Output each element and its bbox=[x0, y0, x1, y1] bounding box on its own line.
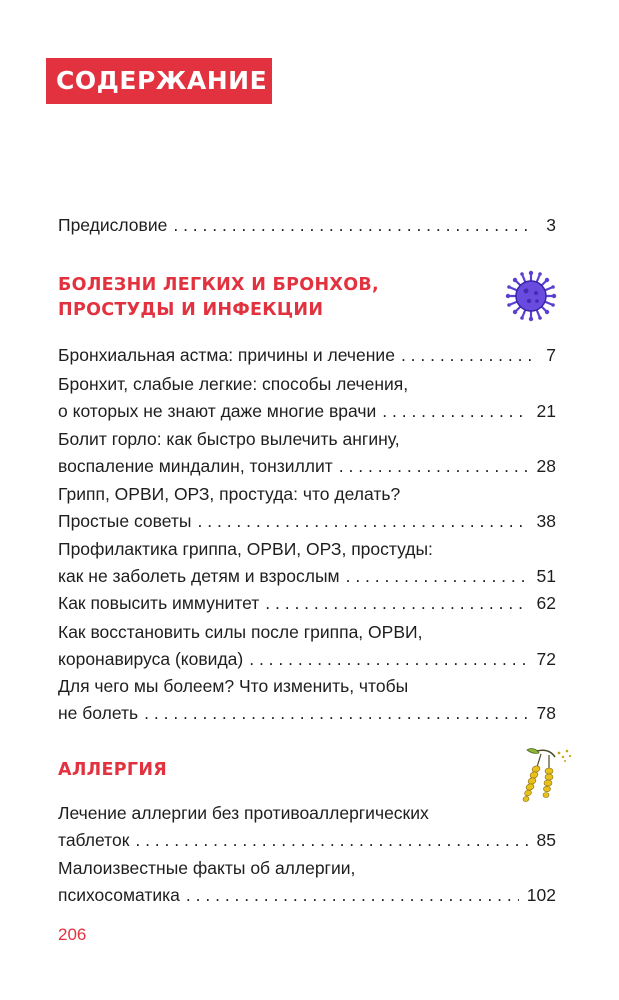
toc-entry-title: Предисловие bbox=[58, 215, 168, 235]
toc-entry-title: Как восстановить силы после гриппа, ОРВИ, bbox=[58, 622, 423, 642]
section-heading-allergy: АЛЛЕРГИЯ bbox=[58, 760, 168, 780]
toc-entry[interactable] bbox=[58, 855, 556, 909]
leader-dots bbox=[173, 212, 534, 239]
page-title: СОДЕРЖАНИЕ bbox=[46, 58, 272, 104]
toc-entry-page: 51 bbox=[536, 566, 556, 586]
toc-entry-title: Грипп, ОРВИ, ОРЗ, простуда: что делать? bbox=[58, 484, 401, 504]
toc-entry[interactable] bbox=[58, 536, 556, 590]
toc-entry[interactable] bbox=[58, 342, 556, 369]
leader-dots bbox=[186, 882, 519, 909]
toc-entry-title-cont: коронавируса (ковида) bbox=[58, 649, 244, 669]
toc-entry-title-cont: как не заболеть детям и взрослым bbox=[58, 566, 340, 586]
toc-entry-title: Лечение аллергии без противоаллергических bbox=[58, 803, 429, 823]
section-heading-respiratory: БОЛЕЗНИ ЛЕГКИХ И БРОНХОВ, ПРОСТУДЫ И ИНФЕКЦИИ bbox=[58, 275, 379, 320]
toc-entry-page: 62 bbox=[536, 593, 556, 613]
toc-entry-page: 72 bbox=[536, 649, 556, 669]
toc-entry-title-cont: о которых не знают даже многие врачи bbox=[58, 401, 377, 421]
toc-entry[interactable] bbox=[58, 673, 556, 727]
toc-entry[interactable] bbox=[58, 371, 556, 425]
leader-dots bbox=[249, 646, 528, 673]
toc-entry[interactable] bbox=[58, 800, 556, 854]
toc-entry[interactable] bbox=[58, 481, 556, 535]
leader-dots bbox=[265, 590, 528, 617]
toc-entry[interactable] bbox=[58, 590, 556, 617]
toc-entry-preface[interactable] bbox=[58, 212, 556, 239]
toc-entry-title-cont: воспаление миндалин, тонзиллит bbox=[58, 456, 333, 476]
toc-entry-page: 21 bbox=[536, 401, 556, 421]
toc-entry-page: 28 bbox=[536, 456, 556, 476]
page-number: 206 bbox=[58, 925, 87, 944]
leader-dots bbox=[198, 508, 529, 535]
toc-entry-page: 38 bbox=[536, 511, 556, 531]
leader-dots bbox=[135, 827, 528, 854]
toc-entry-page: 3 bbox=[546, 215, 556, 235]
toc-entry-page: 102 bbox=[526, 885, 556, 905]
toc-entry-title: Бронхиальная астма: причины и лечение bbox=[58, 345, 395, 365]
leader-dots bbox=[339, 453, 529, 480]
toc-entry-page: 85 bbox=[536, 830, 556, 850]
toc-entry-title-cont: не болеть bbox=[58, 703, 139, 723]
leader-dots bbox=[346, 563, 529, 590]
toc-entry-title: Для чего мы болеем? Что изменить, чтобы bbox=[58, 676, 409, 696]
toc-entry-title: Как повысить иммунитет bbox=[58, 593, 260, 613]
leader-dots bbox=[144, 700, 528, 727]
toc-entry-title-cont: Простые советы bbox=[58, 511, 192, 531]
toc-entry[interactable] bbox=[58, 426, 556, 480]
toc-entry-title: Профилактика гриппа, ОРВИ, ОРЗ, простуды: bbox=[58, 539, 433, 559]
toc-entry-title: Бронхит, слабые легкие: способы лечения, bbox=[58, 374, 409, 394]
toc-entry-title: Малоизвестные факты об аллергии, bbox=[58, 858, 356, 878]
toc-entry-title-cont: таблеток bbox=[58, 830, 130, 850]
toc-entry-title: Болит горло: как быстро вылечить ангину, bbox=[58, 429, 400, 449]
toc-entry-page: 78 bbox=[536, 703, 556, 723]
leader-dots bbox=[382, 398, 528, 425]
toc-entry-title-cont: психосоматика bbox=[58, 885, 180, 905]
toc-entry-page: 7 bbox=[546, 345, 556, 365]
virus-icon bbox=[505, 270, 557, 322]
leader-dots bbox=[401, 342, 534, 369]
toc-entry[interactable] bbox=[58, 619, 556, 673]
